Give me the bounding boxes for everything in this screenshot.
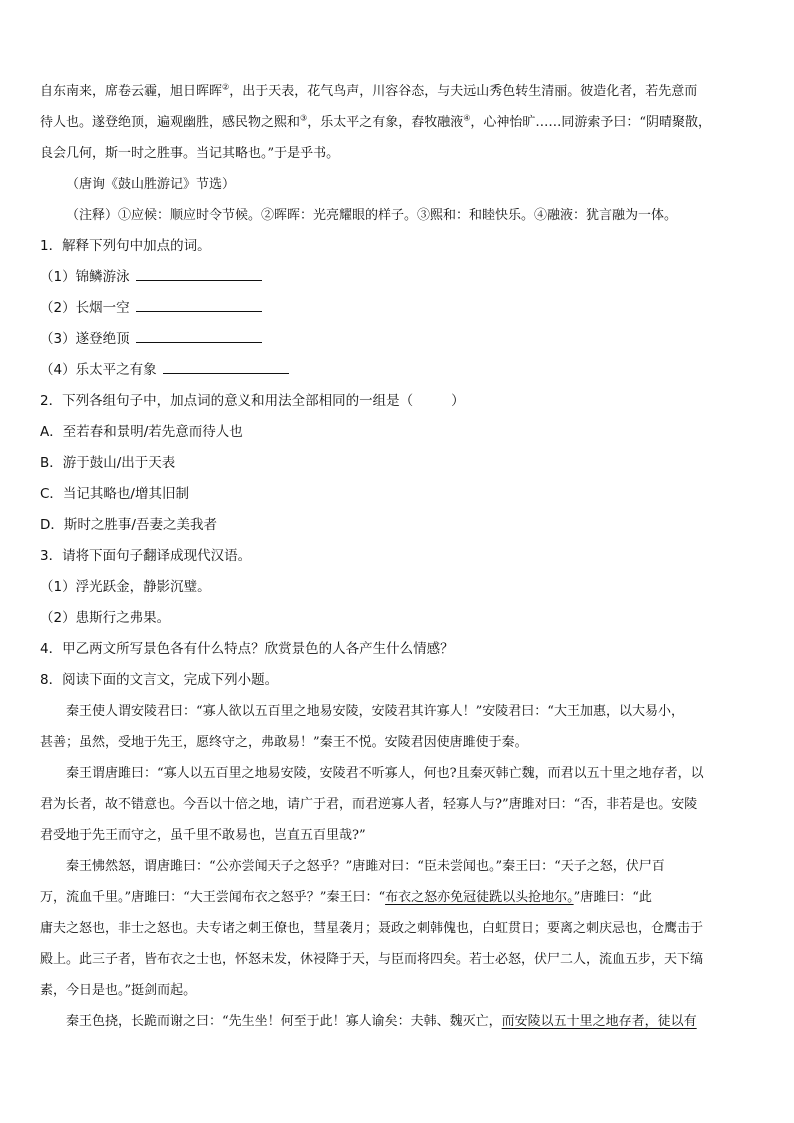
question-2-option: D．斯时之胜事/吾妻之美我者: [40, 517, 217, 533]
question-2-option: C．当记其略也/增其旧制: [40, 486, 189, 502]
passage-line: 自东南来，席卷云霾，旭日晖晖②，出于天表，花气鸟声，川容谷态，与夫远山秀色转生清丽。彼造化者，若先意而: [40, 82, 698, 99]
passage-line: 君受地于先王而守之，虽千里不敢易也，岂直五百里哉?”: [40, 828, 366, 843]
question-4-title: 4．甲乙两文所写景色各有什么特点？欣赏景色的人各产生什么情感？: [40, 641, 454, 657]
passage-line: 君为长者，故不错意也。今吾以十倍之地，请广于君，而君逆寡人者，轻寡人与?”唐雎对曰：“否，非若是也。安陵: [40, 797, 698, 812]
answer-blank[interactable]: [136, 330, 262, 343]
question-1-item: （4）乐太平之有象: [40, 355, 754, 386]
passage-line: 秦王怫然怒，谓唐雎曰：“公亦尝闻天子之怒乎？”唐雎对曰：“臣未尝闻也。”秦王曰：“天子之怒，伏尸百: [66, 859, 665, 874]
question-1-item: （3）遂登绝顶: [40, 324, 754, 355]
question-8-title: 8．阅读下面的文言文，完成下列小题。: [40, 672, 279, 688]
question-2-title: 2．下列各组句子中，加点词的意义和用法全部相同的一组是（ ）: [40, 393, 465, 409]
question-1-item: （2）长烟一空: [40, 293, 754, 324]
answer-blank[interactable]: [136, 299, 262, 312]
passage-line: 良会几何，斯一时之胜事。当记其略也。”于是乎书。: [40, 146, 340, 161]
passage-line: 庸夫之怒也，非士之怒也。夫专诸之刺王僚也，彗星袭月；聂政之刺韩傀也，白虹贯日；要离之刺庆忌也，仓鹰击于: [40, 921, 704, 936]
underlined-sentence: 布衣之怒亦免冠徒跣以头抢地尔。: [385, 890, 574, 905]
passage-line: 秦王使人谓安陵君曰：“寡人欲以五百里之地易安陵，安陵君其许寡人！”安陵君曰：“大王加惠，以大易小，: [66, 704, 684, 719]
passage-source: （唐询《鼓山胜游记》节选）: [66, 177, 236, 192]
passage-line: 甚善；虽然，受地于先王，愿终守之，弗敢易！”秦王不悦。安陵君因使唐雎使于秦。: [40, 735, 528, 750]
passage-line: 素，今日是也。”挺剑而起。: [40, 983, 197, 998]
question-1-item: （1）锦鳞游泳: [40, 262, 754, 293]
underlined-sentence: 而安陵以五十里之地存者，徒以有: [501, 1014, 697, 1029]
answer-blank[interactable]: [163, 361, 289, 374]
passage-notes: （注释）①应候：顺应时令节候。②晖晖：光亮耀眼的样子。③熙和：和睦快乐。④融液：犹言融为一体。: [66, 208, 678, 223]
question-3-item: （1）浮光跃金，静影沉璧。: [40, 579, 211, 595]
question-2-option: A．至若春和景明/若先意而待人也: [40, 424, 243, 440]
passage-line: 殿上。此三子者，皆布衣之士也，怀怒未发，休祲降于天，与臣而将四矣。若士必怒，伏尸二人，流血五步，天下缟: [40, 952, 704, 967]
passage-line: 秦王谓唐雎曰：“寡人以五百里之地易安陵，安陵君不听寡人，何也?且秦灭韩亡魏，而君以五十里之地存者，以: [66, 766, 704, 781]
question-1-title: 1．解释下列句中加点的词。: [40, 238, 211, 254]
passage-line: 万，流血千里。”唐雎曰：“大王尝闻布衣之怒乎？”秦王曰：“布衣之怒亦免冠徒跣以头抢地尔。”唐雎曰：“此: [40, 890, 652, 905]
question-2-option: B．游于鼓山/出于天表: [40, 455, 176, 471]
passage-line: 待人也。遂登绝顶，遍观幽胜，感民物之熙和③，乐太平之有象，舂牧融液④，心神怡旷……同游索予曰：“阴晴聚散，: [40, 113, 712, 130]
answer-blank[interactable]: [136, 268, 262, 281]
passage-line: 秦王色挠，长跪而谢之曰：“先生坐！何至于此！寡人谕矣：夫韩、魏灭亡，而安陵以五十里之地存者，徒以有: [66, 1014, 697, 1029]
question-3-title: 3．请将下面句子翻译成现代汉语。: [40, 548, 252, 564]
question-3-item: （2）患斯行之弗果。: [40, 610, 171, 626]
